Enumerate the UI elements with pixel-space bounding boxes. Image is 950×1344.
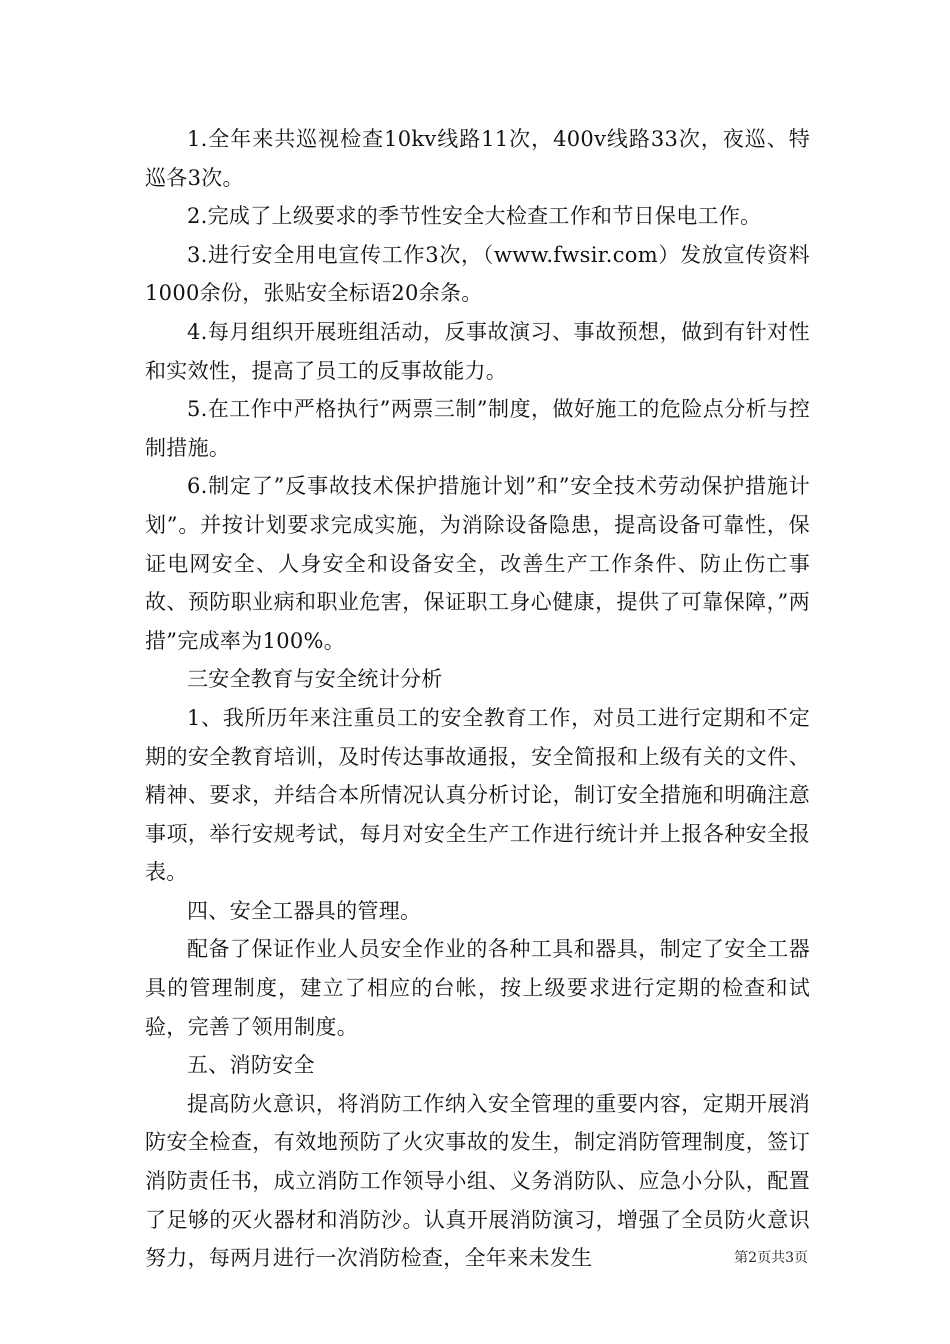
section-heading-fire-safety: 五、消防安全 [187, 1053, 315, 1078]
paragraph-item-6: 6.制定了”反事故技术保护措施计划”和”安全技术劳动保护措施计划”。并按计划要求完成实施，为消除设备隐患，提高设备可靠性，保证电网安全、人身安全和设备安全，改善生产工作条件、防止伤亡事故、预防职业病和职业危害，保证职工身心健康，提供了可靠保障，”两措”完成率为100%。 [145, 474, 810, 653]
paragraph-item-1: 1.全年来共巡视检查10kv线路11次，400v线路33次，夜巡、特巡各3次。 [145, 127, 810, 190]
document-body [145, 120, 810, 1278]
paragraph-safety-education: 1、我所历年来注重员工的安全教育工作，对员工进行定期和不定期的安全教育培训，及时传达事故通报，安全简报和上级有关的文件、精神、要求，并结合本所情况认真分析讨论，制订安全措施和明确注意事项，举行安规考试，每月对安全生产工作进行统计并上报各种安全报表。 [145, 705, 810, 885]
paragraph-fire-safety: 提高防火意识，将消防工作纳入安全管理的重要内容，定期开展消防安全检查，有效地预防了火灾事故的发生，制定消防管理制度，签订消防责任书，成立消防工作领导小组、义务消防队、应急小分队，配置了足够的灭火器材和消防沙。认真开展消防演习，增强了全员防火意识努力，每两月进行一次消防检查，全年来未发生 [145, 1091, 810, 1271]
paragraph-item-5: 5.在工作中严格执行”两票三制”制度，做好施工的危险点分析与控制措施。 [145, 397, 810, 460]
paragraph-item-4: 4.每月组织开展班组活动，反事故演习、事故预想，做到有针对性和实效性，提高了员工的反事故能力。 [145, 319, 810, 383]
paragraph-safety-tools: 配备了保证作业人员安全作业的各种工具和器具，制定了安全工器具的管理制度，建立了相应的台帐，按上级要求进行定期的检查和试验，完善了领用制度。 [145, 937, 810, 1039]
section-heading-safety-tools: 四、安全工器具的管理。 [187, 898, 422, 923]
section-heading-safety-education: 三安全教育与安全统计分析 [187, 667, 443, 692]
paragraph-item-3: 3.进行安全用电宣传工作3次，（www.fwsir.com）发放宣传资料1000余份，张贴安全标语20余条。 [145, 242, 810, 306]
paragraph-item-2: 2.完成了上级要求的季节性安全大检查工作和节日保电工作。 [187, 204, 762, 229]
page-number: 第2页共3页 [734, 1250, 808, 1266]
